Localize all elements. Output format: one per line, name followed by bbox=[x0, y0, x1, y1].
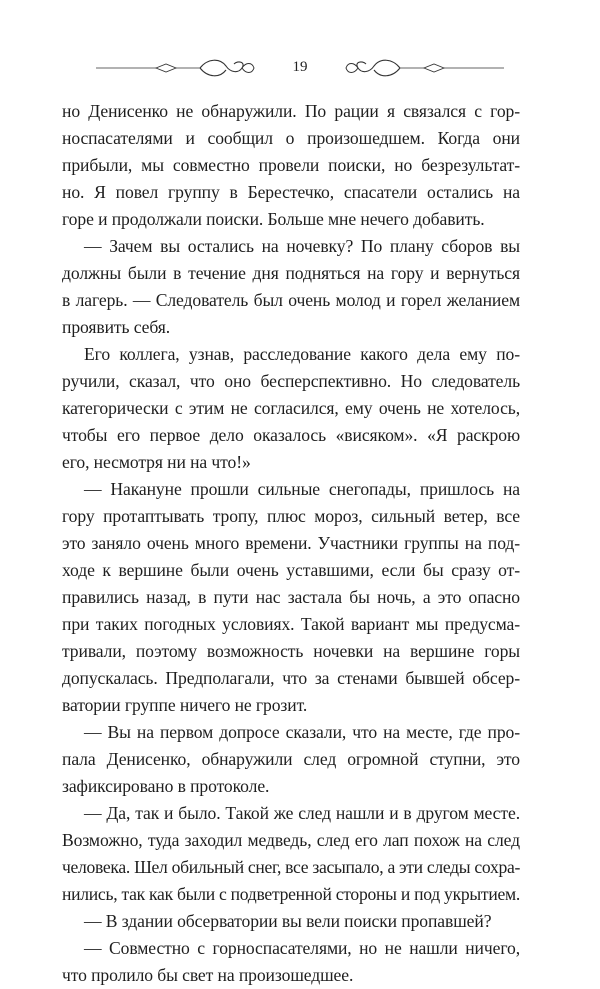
text-line: — В здании обсерватории вы вели поиски пропавшей? bbox=[84, 911, 492, 931]
text-line: гору протаптывать тропу, плюс мороз, сильный ветер, все bbox=[62, 506, 520, 526]
text-line: правились назад, в пути нас застала бы ночь, а это опасно bbox=[62, 587, 520, 607]
text-line: его, несмотря ни на что!» bbox=[62, 452, 251, 472]
text-line: в лагерь. — Следователь был очень молод и горел желанием bbox=[62, 290, 520, 310]
text-line: чтобы его первое дело оказалось «висяком». «Я раскрою bbox=[62, 425, 520, 445]
text-line: — Да, так и было. Такой же след нашли и в другом месте. bbox=[84, 803, 520, 823]
text-line: нились, так как были с подветренной стороны и под укрытием. bbox=[62, 884, 521, 904]
text-line: ходе к вершине были очень уставшими, если бы сразу от- bbox=[62, 560, 520, 580]
page-number: 19 bbox=[292, 59, 308, 75]
text-line: зафиксировано в протоколе. bbox=[62, 776, 270, 796]
page-header bbox=[96, 54, 504, 82]
text-line: тривали, поэтому возможность ночевки на вершине горы bbox=[62, 641, 520, 661]
text-line: — Совместно с горноспасателями, но не нашли ничего, bbox=[84, 938, 520, 958]
text-line: пала Денисенко, обнаружили след огромной ступни, это bbox=[62, 749, 520, 769]
text-line: что пролило бы свет на произошедшее. bbox=[62, 965, 354, 985]
right-ornament-flourish bbox=[344, 54, 504, 82]
text-line: категорически с этим не согласился, ему очень не хотелось, bbox=[62, 398, 520, 418]
text-line: но Денисенко не обнаружили. По рации я связался с гор- bbox=[62, 101, 520, 121]
text-line: Его коллега, узнав, расследование какого дела ему по- bbox=[84, 344, 520, 364]
text-line: это заняло очень много времени. Участники группы на под- bbox=[62, 533, 520, 553]
text-line: носпасателями и сообщил о произошедшем. Когда они bbox=[62, 128, 520, 148]
body-text bbox=[62, 98, 520, 989]
text-line: человека. Шел обильный снег, все засыпало, а эти следы сохра- bbox=[62, 857, 521, 877]
text-line: допускалась. Предполагали, что за стенами бывшей обсер- bbox=[62, 668, 520, 688]
text-line: но. Я повел группу в Берестечко, спасатели остались на bbox=[62, 182, 520, 202]
text-line: прибыли, мы совместно провели поиски, но безрезультат- bbox=[62, 155, 520, 175]
text-line: ручили, сказал, что оно бесперспективно. Но следователь bbox=[62, 371, 520, 391]
text-line: должны были в течение дня подняться на гору и вернуться bbox=[62, 263, 520, 283]
text-line: — Накануне прошли сильные снегопады, пришлось на bbox=[84, 479, 520, 499]
text-line: Возможно, туда заходил медведь, след его лап похож на след bbox=[62, 830, 520, 850]
text-line: — Вы на первом допросе сказали, что на месте, где про- bbox=[84, 722, 520, 742]
text-line: ватории группе ничего не грозит. bbox=[62, 695, 308, 715]
text-line: — Зачем вы остались на ночевку? По плану сборов вы bbox=[84, 236, 520, 256]
text-line: при таких погодных условиях. Такой вариант мы предусма- bbox=[62, 614, 520, 634]
text-line: проявить себя. bbox=[62, 317, 171, 337]
text-line: горе и продолжали поиски. Больше мне нечего добавить. bbox=[62, 209, 485, 229]
